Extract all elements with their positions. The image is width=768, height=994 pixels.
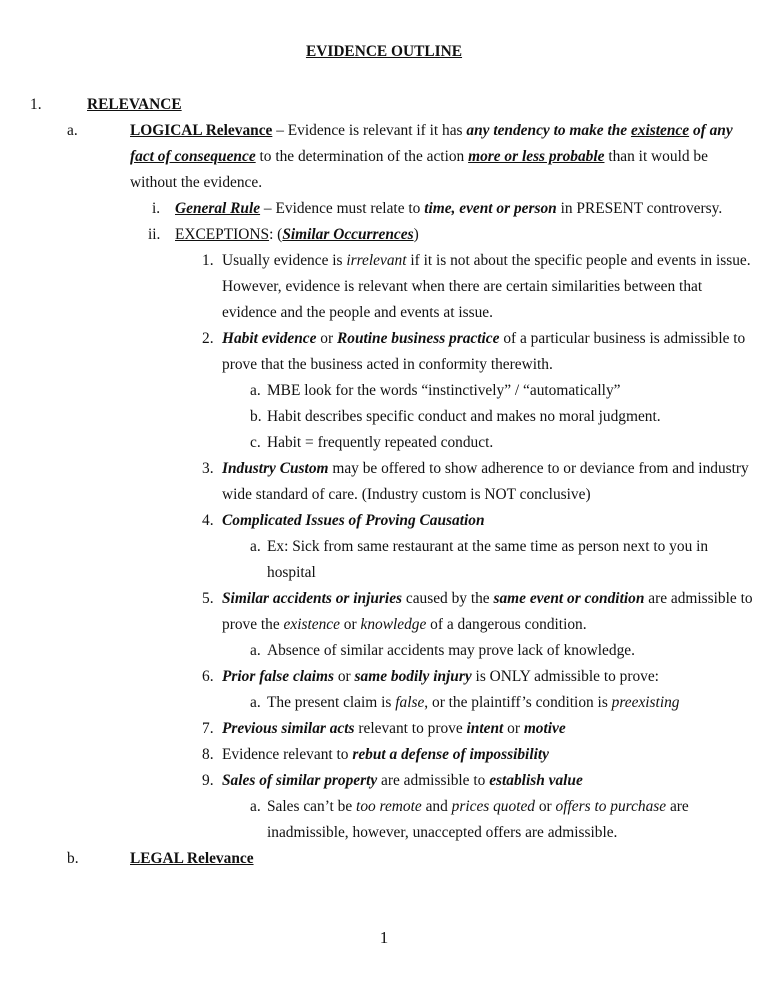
outline-item-label: 8.: [202, 746, 214, 763]
emphasized-text: time, event or person: [424, 200, 557, 217]
emphasized-text: more or less probable: [468, 148, 605, 165]
text-run: or: [339, 616, 361, 633]
outline-item-label: 4.: [202, 512, 214, 529]
text-run: relevant to prove: [354, 720, 467, 737]
text-run: Habit = frequently repeated conduct.: [267, 434, 494, 451]
text-run: than it would be without the evidence.: [130, 148, 708, 191]
outline-item-level-1: [0, 846, 755, 872]
outline-item-label: a.: [250, 642, 261, 659]
text-run: of a particular business is admissible to prove that the business acted in conformity therewith.: [222, 330, 746, 373]
text-run: and: [421, 798, 452, 815]
outline: [0, 92, 755, 872]
outline-item-label: 1.: [30, 96, 42, 113]
outline-item-level-2: [0, 196, 755, 222]
outline-item-label: ii.: [148, 226, 161, 243]
outline-item-label: i.: [152, 200, 161, 217]
emphasized-text: any tendency to make the: [466, 122, 631, 139]
text-run: – Evidence is relevant if it has: [272, 122, 467, 139]
text-run: Usually evidence is: [222, 252, 347, 269]
outline-item-level-4: [0, 378, 755, 404]
emphasized-text: Complicated Issues of Proving Causation: [222, 512, 485, 529]
emphasized-text: rebut a defense of impossibility: [352, 746, 549, 763]
outline-item-level-3: [0, 742, 755, 768]
text-run: in PRESENT controversy.: [556, 200, 723, 217]
emphasized-text: irrelevant: [346, 252, 407, 269]
outline-item-level-2: [0, 222, 755, 248]
emphasized-text: Previous similar acts: [222, 720, 355, 737]
outline-item-label: b.: [250, 408, 262, 425]
text-run: are admissible to prove the: [222, 590, 753, 633]
emphasized-text: too remote: [356, 798, 422, 815]
outline-item-label: c.: [250, 434, 261, 451]
outline-item-label: a.: [250, 798, 261, 815]
outline-item-label: a.: [67, 122, 78, 139]
emphasized-text: existence: [630, 122, 690, 139]
emphasized-text: preexisting: [611, 694, 680, 711]
emphasized-text: same event or condition: [493, 590, 645, 607]
outline-item-level-4: [0, 404, 755, 430]
text-run: The present claim is: [267, 694, 396, 711]
emphasized-text: Similar accidents or injuries: [222, 590, 403, 607]
text-run: if it is not about the specific people and events in issue. However, evidence is relevant when there are certain similarities between that evidence and the people and events at issue.: [222, 252, 751, 321]
emphasized-text: Industry Custom: [222, 460, 329, 477]
outline-item-label: 2.: [202, 330, 214, 347]
text-run: : (: [269, 226, 283, 243]
outline-item-level-4: [0, 638, 755, 664]
text-run: – Evidence must relate to: [260, 200, 425, 217]
text-run: Sales can’t be: [267, 798, 357, 815]
emphasized-text: RELEVANCE: [87, 96, 182, 113]
outline-item-level-3: [0, 586, 755, 638]
text-run: may be offered to show adherence to or deviance from and industry wide standard of care. (Industry custom is NOT conclusive): [222, 460, 749, 503]
outline-item-label: a.: [250, 694, 261, 711]
text-run: Ex: Sick from same restaurant at the same time as person next to you in hospital: [267, 538, 709, 581]
outline-item-level-4: [0, 690, 755, 716]
text-run: to the determination of the action: [255, 148, 469, 165]
emphasized-text: LEGAL Relevance: [130, 850, 254, 867]
outline-item-label: a.: [250, 538, 261, 555]
text-run: Evidence relevant to: [222, 746, 353, 763]
outline-item-label: 9.: [202, 772, 214, 789]
outline-item-level-3: [0, 456, 755, 508]
text-run: Habit describes specific conduct and makes no moral judgment.: [267, 408, 661, 425]
text-run: caused by the: [402, 590, 494, 607]
outline-item-level-4: [0, 534, 755, 586]
text-run: or: [316, 330, 337, 347]
text-run: are admissible to: [377, 772, 490, 789]
emphasized-text: EXCEPTIONS: [175, 226, 270, 243]
outline-item-label: 3.: [202, 460, 214, 477]
emphasized-text: establish value: [489, 772, 583, 789]
emphasized-text: of any: [689, 122, 733, 139]
emphasized-text: LOGICAL Relevance: [130, 122, 273, 139]
emphasized-text: offers to purchase: [555, 798, 667, 815]
outline-item-level-3: [0, 768, 755, 794]
text-run: is ONLY admissible to prove:: [471, 668, 659, 685]
emphasized-text: prices quoted: [451, 798, 536, 815]
text-run: , or the plaintiff’s condition is: [424, 694, 612, 711]
outline-item-label: 1.: [202, 252, 214, 269]
text-run: or: [535, 798, 556, 815]
emphasized-text: intent: [466, 720, 504, 737]
text-run: Absence of similar accidents may prove lack of knowledge.: [267, 642, 635, 659]
emphasized-text: motive: [523, 720, 566, 737]
text-run: or: [334, 668, 355, 685]
outline-item-level-4: [0, 430, 755, 456]
text-run: ): [413, 226, 419, 243]
text-run: of a dangerous condition.: [426, 616, 587, 633]
text-run: or: [503, 720, 524, 737]
text-run: MBE look for the words “instinctively” / “automatically”: [267, 382, 621, 399]
emphasized-text: Prior false claims: [222, 668, 335, 685]
page-number: 1: [379, 928, 389, 947]
outline-item-level-3: [0, 248, 755, 326]
outline-item-level-0: [0, 92, 755, 118]
outline-item-label: a.: [250, 382, 261, 399]
outline-item-level-3: [0, 716, 755, 742]
emphasized-text: Habit evidence: [222, 330, 317, 347]
outline-item-level-4: [0, 794, 755, 846]
outline-item-level-3: [0, 664, 755, 690]
outline-item-level-1: [0, 118, 755, 196]
outline-item-label: b.: [67, 850, 79, 867]
emphasized-text: knowledge: [360, 616, 427, 633]
emphasized-text: Sales of similar property: [222, 772, 378, 789]
emphasized-text: false: [395, 694, 425, 711]
emphasized-text: Similar Occurrences: [282, 226, 414, 243]
text-run: are inadmissible, however, unaccepted offers are admissible.: [267, 798, 689, 841]
outline-item-label: 5.: [202, 590, 214, 607]
outline-item-label: 7.: [202, 720, 214, 737]
outline-item-level-3: [0, 508, 755, 534]
emphasized-text: existence: [283, 616, 340, 633]
document-title: EVIDENCE OUTLINE: [305, 43, 463, 60]
outline-item-level-3: [0, 326, 755, 378]
emphasized-text: Routine business practice: [336, 330, 500, 347]
outline-item-label: 6.: [202, 668, 214, 685]
emphasized-text: General Rule: [175, 200, 261, 217]
emphasized-text: same bodily injury: [354, 668, 472, 685]
emphasized-text: fact of consequence: [130, 148, 256, 165]
